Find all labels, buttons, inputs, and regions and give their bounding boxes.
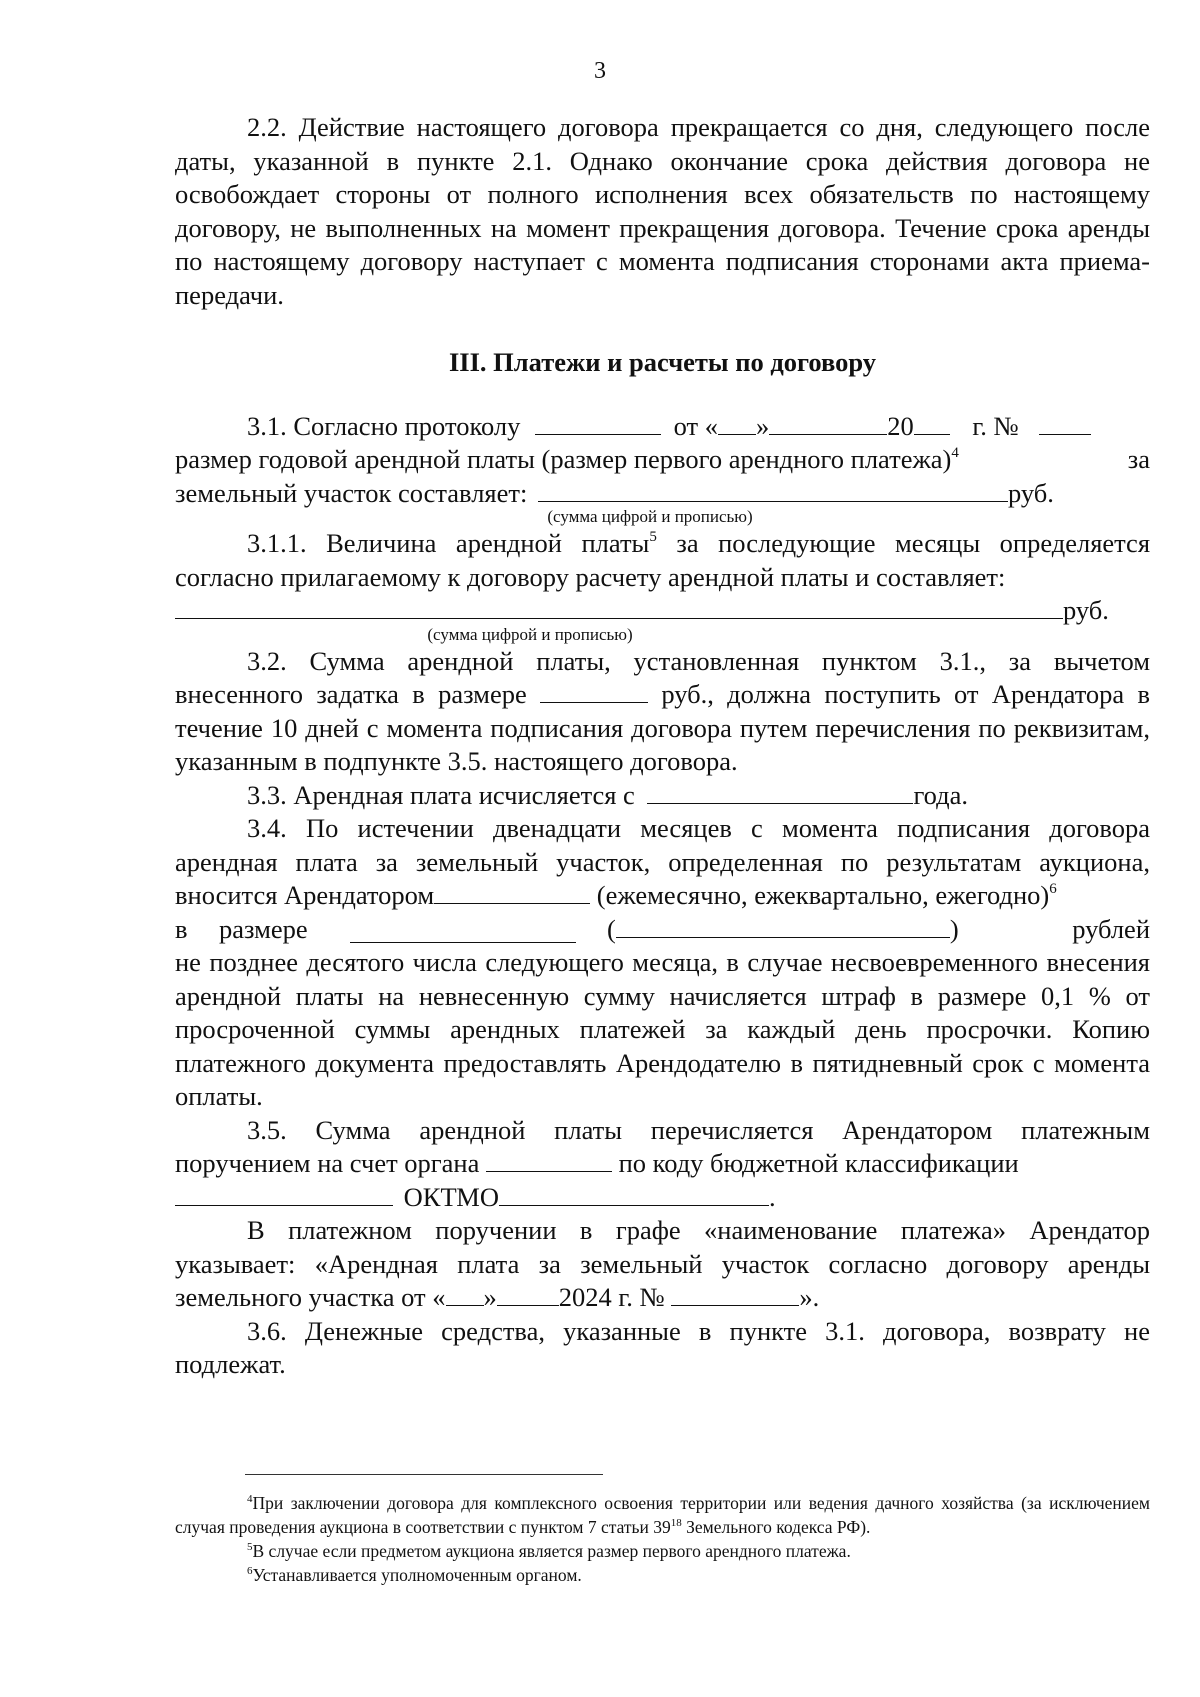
footnote-4: $^4$При заключении договора для комплексного освоения территории или ведения дачного хозяйства (за исключением случая проведения аукциона в соответствии с пунктом 7 статьи $39^{18}$ Земельного кодекса РФ). bbox=[175, 1493, 1150, 1537]
clause-2-2: 2.2. Действие настоящего договора прекращается со дня, следующего после даты, указанной в пункте 2.1. Однако окончание срока действия договора не освобождает стороны от полного исполнения всех обязательств по настоящему договору, не выполненных на момент прекращения договора. Течение срока аренды по настоящему договору наступает с момента подписания сторонами акта приема-передачи. bbox=[175, 112, 1150, 310]
amount-words-blank bbox=[616, 913, 950, 938]
amount-blank bbox=[350, 918, 576, 943]
monthly-rent-blank bbox=[175, 594, 1063, 619]
clause-3-1-1: 3.1.1. Величина арендной платы$^5$ за последующие месяцы определяется согласно прилагаемому к договору расчету арендной платы и составляет: руб. (сумма цифрой и прописью) bbox=[175, 528, 1151, 644]
page-number: 3 bbox=[594, 58, 606, 84]
protocol-blank bbox=[535, 410, 661, 435]
sum-hint-2: (сумма цифрой и прописью) bbox=[427, 624, 633, 644]
frequency-blank bbox=[434, 879, 590, 904]
contract-number-blank bbox=[671, 1281, 799, 1306]
annual-rent-blank bbox=[538, 477, 1008, 502]
number-blank bbox=[1039, 410, 1091, 435]
clause-3-6: 3.6. Денежные средства, указанные в пункте 3.1. договора, возврату не подлежат. bbox=[175, 1315, 1150, 1379]
contract-day-blank bbox=[446, 1281, 484, 1306]
document-body bbox=[175, 111, 1150, 1382]
contract-month-blank bbox=[497, 1281, 559, 1306]
clause-3-3: 3.3. Арендная плата исчисляется с года. bbox=[247, 779, 969, 810]
payment-purpose-paragraph: В платежном поручении в графе «наименование платежа» Арендатор указывает: «Арендная плата за земельный участок согласно договору аренды земельного участка от « » 2024 г. № ». bbox=[175, 1215, 1150, 1312]
oktmo-blank bbox=[499, 1181, 769, 1206]
clause-3-5: 3.5. Сумма арендной платы перечисляется Арендатором платежным поручением на счет органа по коду бюджетной классификации ОКТМО . bbox=[175, 1114, 1150, 1212]
clause-3-2: 3.2. Сумма арендной платы, установленная пунктом 3.1., за вычетом внесенного задатка в размере руб., должна поступить от Арендатора в течение 10 дней с момента подписания договора путем перечисления по реквизитам, указанным в подпункте 3.5. настоящего договора. bbox=[175, 645, 1151, 776]
footnote-5: $^5$В случае если предметом аукциона является размер первого арендного платежа. bbox=[247, 1541, 851, 1561]
sum-hint: (сумма цифрой и прописью) bbox=[547, 507, 753, 526]
clause-3-1: 3.1. Согласно протоколу от « » 20 г. № размер годовой арендной платы (размер первого арендного платежа)$^4$ за земельный участок составляет: руб. (сумма цифрой и прописью) bbox=[175, 410, 1150, 526]
clause-3-4: 3.4. По истечении двенадцати месяцев с момента подписания договора арендная плата за земельный участок, определенная по результатам аукциона, вносится Арендатором (ежемесячно, ежеквартально, ежегодно)$^6$ в размере ( ) рублей не позднее десятого числа следующего месяца, в случае несвоевременного внесения арендной платы на невнесенную сумму начисляется штраф в размере 0,1 % от просроченной суммы арендных платежей за каждый день просрочки. Копию платежного документа предоставлять Арендодателю в пятидневный срок с момента оплаты. bbox=[175, 813, 1150, 1111]
footnote-6: $^6$Устанавливается уполномоченным органом. bbox=[247, 1565, 582, 1585]
deposit-blank bbox=[540, 678, 648, 703]
clause-3-1-line-1: 3.1. Согласно протоколу от « » 20 г. № bbox=[175, 410, 1150, 444]
year-blank bbox=[914, 410, 950, 435]
month-blank bbox=[769, 410, 887, 435]
footnotes bbox=[175, 1491, 1150, 1587]
section-heading: III. Платежи и расчеты по договору bbox=[448, 347, 877, 377]
day-blank bbox=[718, 410, 756, 435]
start-date-blank bbox=[647, 779, 913, 804]
footnote-separator bbox=[245, 1474, 603, 1475]
kbk-blank bbox=[175, 1181, 393, 1206]
account-blank bbox=[486, 1147, 612, 1172]
